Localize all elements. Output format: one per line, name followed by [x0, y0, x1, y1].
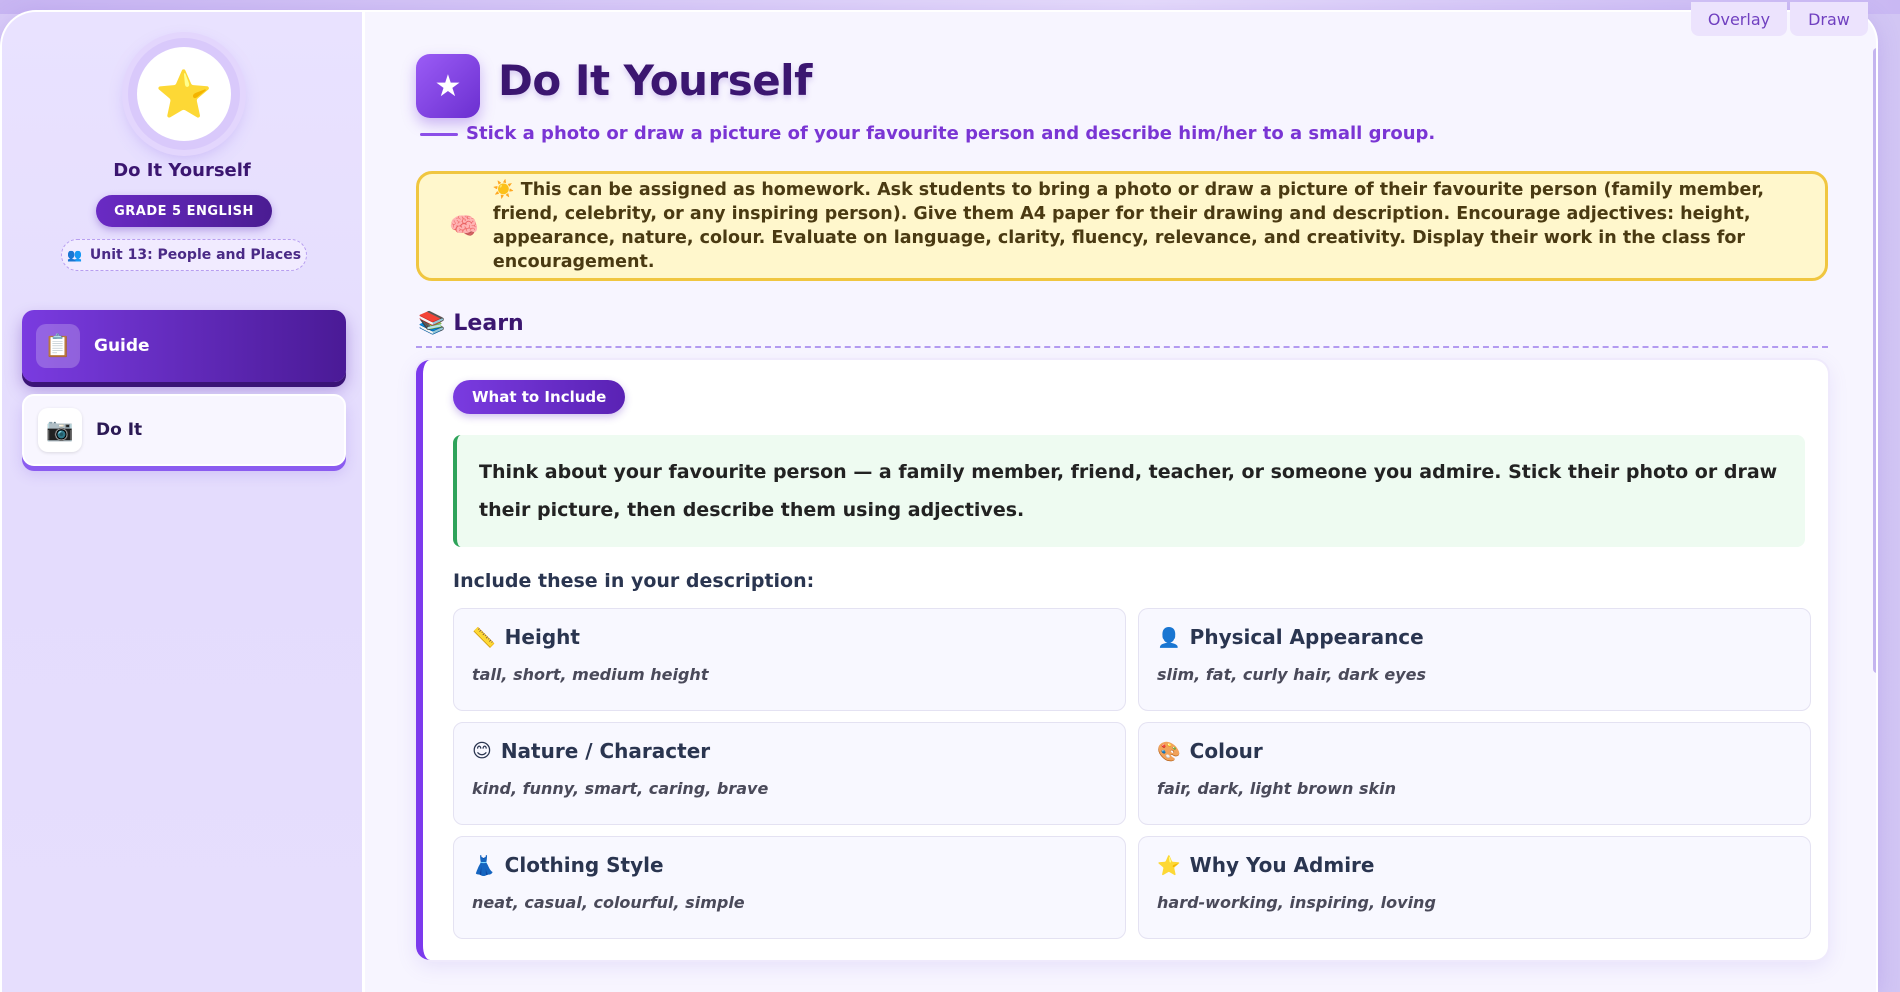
- intro-bold: adjectives: [907, 499, 1018, 521]
- app-frame: [2, 12, 1876, 992]
- ruler-icon: 📏: [472, 626, 496, 649]
- sidebar: [2, 12, 365, 992]
- brain-icon: 🧠: [449, 212, 479, 240]
- intro-bold: favourite person: [668, 461, 847, 483]
- books-icon: 📚: [418, 311, 446, 336]
- what-to-include-badge: What to Include: [453, 380, 625, 414]
- item-title: Why You Admire: [1189, 853, 1375, 877]
- teacher-note-text: ☀️ This can be assigned as homework. Ask students to bring a photo or draw a picture of their favourite person (family member, friend, celebrity, or any inspiring person). Give them A4 paper for their drawing and description. Encourage adjectives: height, appearance, nature, colour. Evaluate on language, clarity, fluency, relevance, and creativity. Display their work in the class for encouragement.: [492, 180, 1765, 272]
- include-item-nature: [453, 722, 1126, 825]
- page-title: Do It Yourself: [498, 56, 812, 105]
- item-desc: hard-working, inspiring, loving: [1157, 893, 1436, 912]
- avatar-ring: [128, 38, 240, 150]
- scrollbar-thumb[interactable]: [1873, 48, 1876, 673]
- item-desc: fair, dark, light brown skin: [1157, 779, 1397, 798]
- item-title: Nature / Character: [500, 739, 711, 763]
- nav-item-do-it[interactable]: [22, 394, 346, 466]
- clipboard-icon: 📋: [36, 324, 80, 368]
- item-desc: kind, funny, smart, caring, brave: [472, 779, 769, 798]
- item-title: Height: [504, 625, 580, 649]
- star-avatar-icon: ⭐: [137, 47, 231, 141]
- intro-text: .: [1017, 499, 1025, 521]
- include-label: Include these in your description:: [453, 570, 815, 592]
- include-item-appearance: [1138, 608, 1811, 711]
- learn-label: Learn: [453, 311, 524, 336]
- include-item-admire: [1138, 836, 1811, 939]
- overlay-button[interactable]: Overlay: [1691, 2, 1787, 36]
- page-subtitle: Stick a photo or draw a picture of your favourite person and describe him/her to a small group.: [466, 123, 1436, 144]
- item-title: Colour: [1189, 739, 1263, 763]
- sidebar-title: Do It Yourself: [113, 160, 251, 181]
- intro-text: Think about your: [479, 461, 669, 483]
- camera-icon: 📷: [38, 408, 82, 452]
- palette-icon: 🎨: [1157, 740, 1181, 763]
- subtitle-accent: [420, 133, 458, 136]
- item-desc: slim, fat, curly hair, dark eyes: [1157, 665, 1426, 684]
- intro-box: [453, 435, 1805, 547]
- intro-text: — a family member, friend, teacher, or someone you admire. Stick their photo or draw their picture, then describe them using: [479, 461, 1778, 521]
- people-icon: 👥: [66, 248, 82, 262]
- unit-pill: [61, 239, 307, 271]
- teacher-note: [416, 171, 1828, 281]
- star-icon: ★: [416, 54, 480, 118]
- learn-card: [416, 360, 1828, 960]
- nav-item-guide[interactable]: [22, 310, 346, 382]
- dress-icon: 👗: [472, 854, 496, 877]
- item-desc: tall, short, medium height: [472, 665, 709, 684]
- include-item-clothing: [453, 836, 1126, 939]
- include-item-height: [453, 608, 1126, 711]
- item-title: Physical Appearance: [1189, 625, 1424, 649]
- unit-label: Unit 13: People and Places: [89, 247, 302, 263]
- grade-badge: GRADE 5 ENGLISH: [96, 195, 272, 227]
- section-divider: [416, 346, 1828, 348]
- person-icon: 👤: [1157, 626, 1181, 649]
- include-item-colour: [1138, 722, 1811, 825]
- item-desc: neat, casual, colourful, simple: [472, 893, 745, 912]
- smile-icon: 😊: [472, 740, 492, 762]
- learn-heading: [418, 311, 524, 336]
- nav-item-label: Guide: [94, 336, 150, 356]
- main-content: [414, 12, 1834, 992]
- star-icon: ⭐: [1157, 854, 1181, 877]
- draw-button[interactable]: Draw: [1790, 2, 1868, 36]
- nav-item-label: Do It: [96, 420, 143, 440]
- item-title: Clothing Style: [504, 853, 664, 877]
